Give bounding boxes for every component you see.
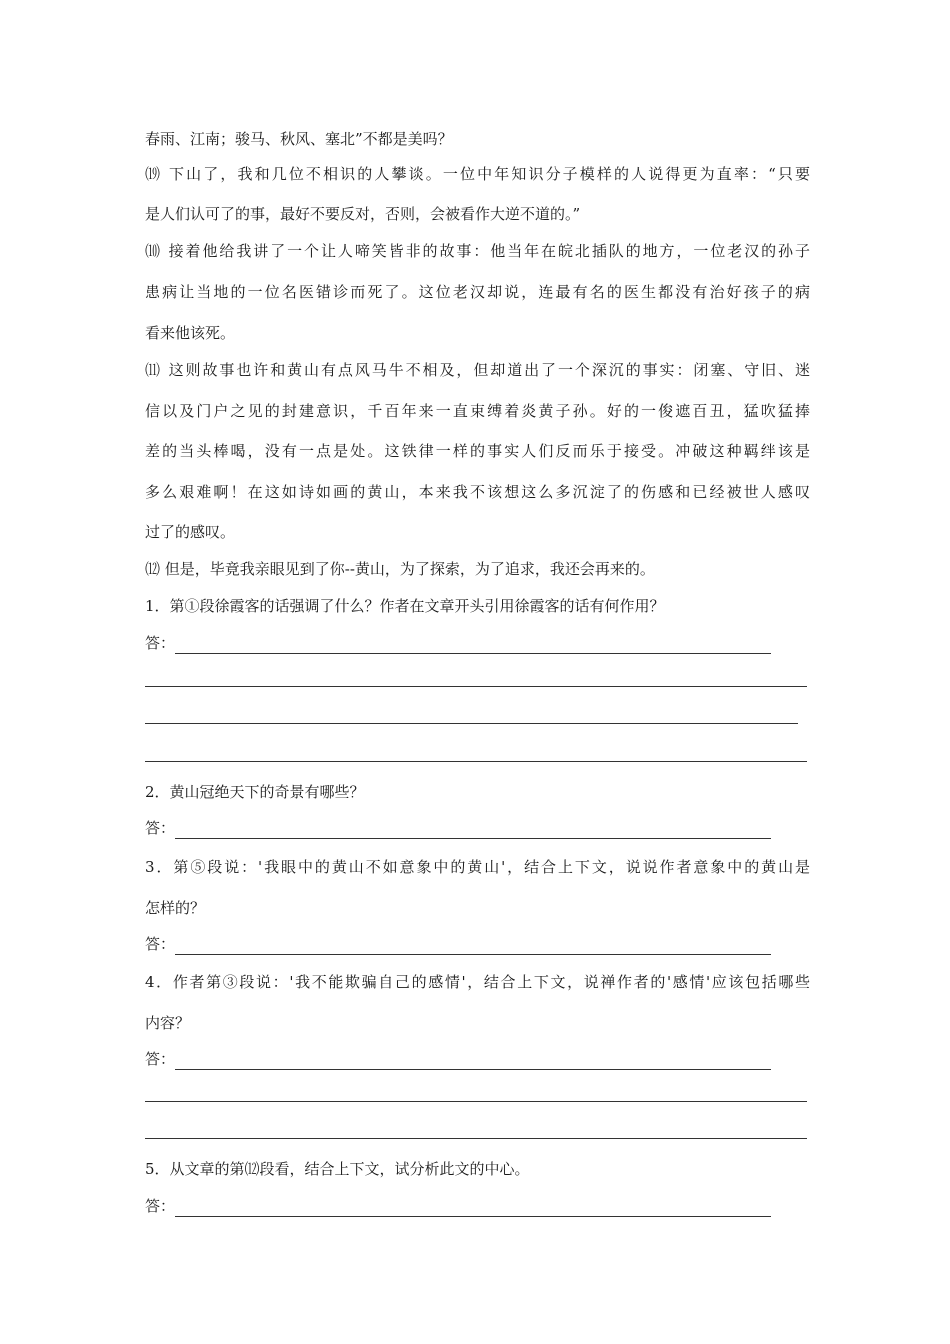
- paragraph-10-line: 看来他该死。: [145, 324, 236, 342]
- answer-line[interactable]: [145, 723, 798, 724]
- answer-line[interactable]: [175, 823, 771, 839]
- answer-line[interactable]: [175, 1054, 771, 1070]
- paragraph-12-line: ⑿ 但是，毕竟我亲眼见到了你--黄山，为了探索，为了追求，我还会再来的。: [145, 560, 655, 578]
- paragraph-11-line: 差的当头棒喝，没有一点是处。这铁律一样的事实人们反而乐于接受。冲破这种羁绊该是: [145, 442, 810, 460]
- answer-line[interactable]: [175, 1201, 771, 1217]
- question-3-text: 怎样的？: [145, 899, 206, 917]
- paragraph-11-line: 多么艰难啊！在这如诗如画的黄山，本来我不该想这么多沉淀了的伤感和已经被世人感叹: [145, 483, 810, 501]
- question-5-text: 5．从文章的第⑿段看，结合上下文，试分析此文的中心。: [145, 1160, 530, 1178]
- paragraph-19-line: 是人们认可了的事，最好不要反对，否则，会被看作大逆不道的。”: [145, 205, 581, 223]
- paragraph-10-line: ⑽ 接着他给我讲了一个让人啼笑皆非的故事：他当年在皖北插队的地方，一位老汉的孙子: [145, 242, 810, 260]
- paragraph-10-line: 患病让当地的一位名医错诊而死了。这位老汉却说，连最有名的医生都没有治好孩子的病: [145, 283, 810, 301]
- paragraph-11-line: 信以及门户之见的封建意识，千百年来一直束缚着炎黄子孙。好的一俊遮百丑，猛吹猛捧: [145, 402, 810, 420]
- question-4-text: 4．作者第③段说：'我不能欺骗自己的感情'，结合上下文，说禅作者的'感情'应该包括哪些: [145, 973, 810, 991]
- answer-label: 答：: [145, 634, 176, 652]
- answer-label: 答：: [145, 935, 176, 953]
- answer-line[interactable]: [145, 686, 807, 687]
- answer-line[interactable]: [145, 1101, 807, 1102]
- question-2-text: 2．黄山冠绝天下的奇景有哪些？: [145, 783, 365, 801]
- question-4-answer[interactable]: [145, 1048, 771, 1070]
- paragraph-19-line: ⒆ 下山了，我和几位不相识的人攀谈。一位中年知识分子模样的人说得更为直率：“只要: [145, 165, 810, 183]
- answer-label: 答：: [145, 819, 176, 837]
- answer-line[interactable]: [175, 939, 771, 955]
- paragraph-11-line: ⑾ 这则故事也许和黄山有点风马牛不相及，但却道出了一个深沉的事实：闭塞、守旧、迷: [145, 361, 810, 379]
- answer-line[interactable]: [145, 761, 807, 762]
- question-3-answer[interactable]: [145, 933, 771, 955]
- paragraph-11-line: 过了的感叹。: [145, 523, 236, 541]
- answer-label: 答：: [145, 1197, 176, 1215]
- answer-line[interactable]: [175, 638, 771, 654]
- question-2-answer[interactable]: [145, 817, 771, 839]
- answer-line[interactable]: [145, 1138, 807, 1139]
- passage-line: 春雨、江南；骏马、秋风、塞北”不都是美吗？: [145, 130, 453, 148]
- question-1-answer[interactable]: [145, 632, 771, 654]
- question-1-text: 1．第①段徐霞客的话强调了什么？作者在文章开头引用徐霞客的话有何作用？: [145, 597, 665, 615]
- question-4-text: 内容？: [145, 1014, 191, 1032]
- question-5-answer[interactable]: [145, 1195, 771, 1217]
- question-3-text: 3．第⑤段说：'我眼中的黄山不如意象中的黄山'，结合上下文，说说作者意象中的黄山是: [145, 858, 810, 876]
- answer-label: 答：: [145, 1050, 176, 1068]
